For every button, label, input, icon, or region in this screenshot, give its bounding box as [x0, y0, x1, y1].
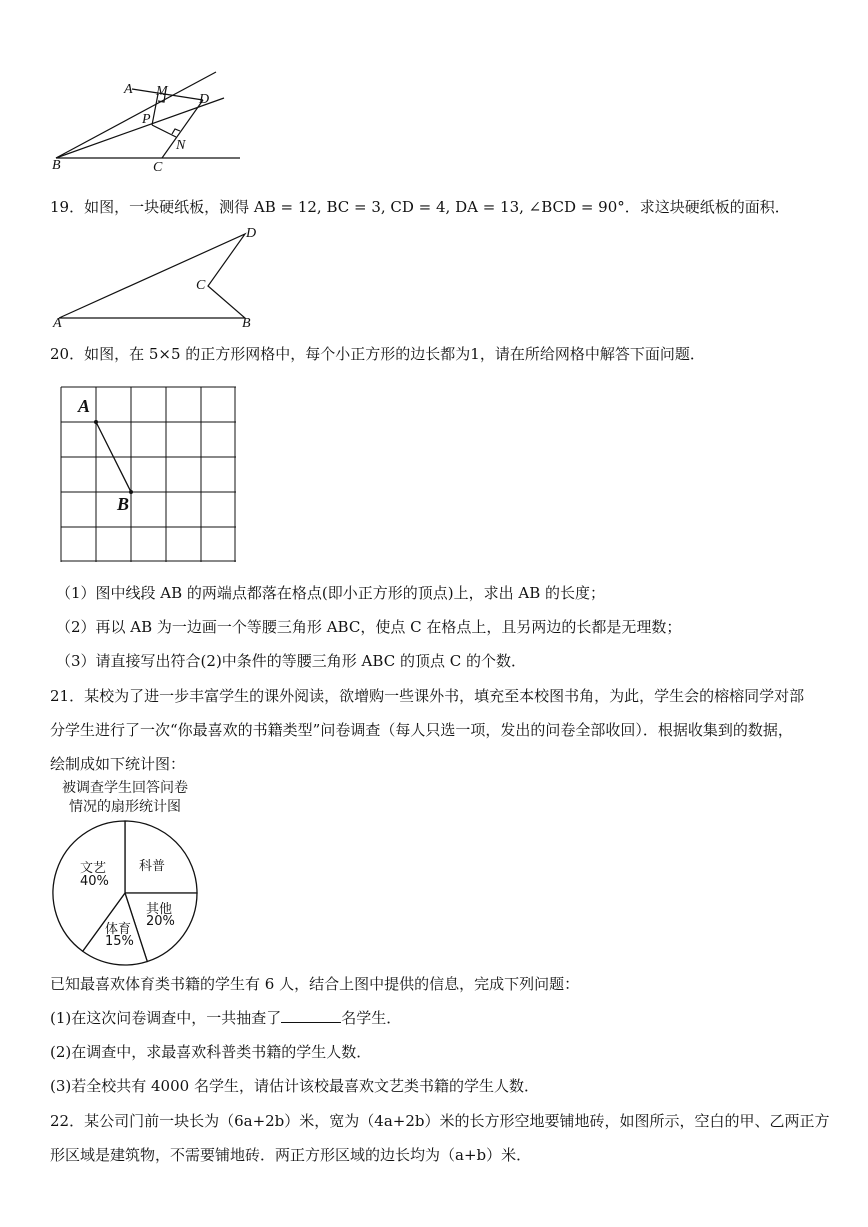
quadrilateral-abcd	[59, 234, 245, 318]
pie-label-tiyu: 体育	[105, 922, 132, 937]
pie-label-wenyi: 文艺	[80, 861, 107, 876]
fig19-label-a: A	[53, 316, 62, 331]
pie-percent-wenyi: 40%	[80, 874, 109, 889]
question-21-part-1	[50, 1008, 401, 1028]
question-22-line-2: 形区域是建筑物，不需要铺地砖．两正方形区域的边长均为（a+b）米．	[50, 1146, 532, 1164]
question-21-part-1-before: (1)在这次问卷调查中，一共抽查了	[50, 1009, 282, 1027]
fig18-label-b: B	[52, 158, 61, 173]
question-20-text: 20．如图，在 5×5 的正方形网格中，每个小正方形的边长都为1，请在所给网格中解答下面问题．	[50, 345, 705, 363]
question-21-part-3: (3)若全校共有 4000 名学生，请估计该校最喜欢文艺类书籍的学生人数．	[50, 1077, 539, 1095]
pie-chart-title-2: 情况的扇形统计图	[69, 799, 181, 815]
figure-q18	[40, 70, 240, 185]
pie-label-qita: 其他	[146, 902, 173, 917]
question-21-part-1-after: 名学生．	[341, 1009, 402, 1027]
figure-q19	[55, 228, 265, 323]
question-20-part-1: （1）图中线段 AB 的两端点都落在格点(即小正方形的顶点)上，求出 AB 的长度；	[56, 584, 606, 602]
grid-label-a: A	[78, 396, 91, 416]
fig19-label-c: C	[196, 278, 206, 293]
question-21-part-2: (2)在调查中，求最喜欢科普类书籍的学生人数．	[50, 1043, 372, 1061]
fig19-label-d: D	[246, 226, 257, 241]
answer-blank[interactable]	[281, 1008, 341, 1023]
question-21-line-1: 21．某校为了进一步丰富学生的课外阅读，欲增购一些课外书，填充至本校图书角，为此，学生会的榕榕同学对部	[50, 687, 805, 705]
segment-pn	[152, 125, 176, 137]
pie-percent-tiyu: 15%	[105, 934, 134, 949]
question-19-text: 19．如图，一块硬纸板，测得 AB = 12, BC = 3, CD = 4, DA = 13, ∠BCD = 90°．求这块硬纸板的面积．	[50, 198, 790, 216]
point-b	[129, 490, 133, 494]
pie-chart-title-1: 被调查学生回答问卷	[62, 780, 188, 796]
question-22-line-1: 22．某公司门前一块长为（6a+2b）米，宽为（4a+2b）米的长方形空地要铺地砖，如图所示，空白的甲、乙两正方	[50, 1112, 830, 1130]
pie-percent-qita: 20%	[146, 914, 175, 929]
question-20-part-3: （3）请直接写出符合(2)中条件的等腰三角形 ABC 的顶点 C 的个数．	[56, 652, 526, 670]
question-21-line-2: 分学生进行了一次“你最喜欢的书籍类型”问卷调查（每人只选一项，发出的问卷全部收回）．根据收集到的数据，	[50, 721, 793, 739]
fig18-label-n: N	[176, 138, 186, 153]
question-21-given: 已知最喜欢体育类书籍的学生有 6 人，结合上图中提供的信息，完成下列问题：	[50, 975, 580, 993]
point-a	[94, 420, 98, 424]
fig19-label-b: B	[242, 316, 251, 331]
fig18-label-p: P	[142, 112, 151, 127]
question-21-line-3: 绘制成如下统计图：	[50, 755, 186, 773]
fig18-label-c: C	[153, 160, 163, 175]
pie-label-kepu: 科普	[139, 859, 166, 874]
fig18-label-a: A	[124, 82, 133, 97]
question-20-part-2: （2）再以 AB 为一边画一个等腰三角形 ABC，使点 C 在格点上，且另两边的长都是无理数；	[56, 618, 682, 636]
grid-label-b: B	[117, 494, 130, 514]
fig18-label-m: M	[156, 84, 168, 99]
fig18-label-d: D	[199, 92, 210, 107]
